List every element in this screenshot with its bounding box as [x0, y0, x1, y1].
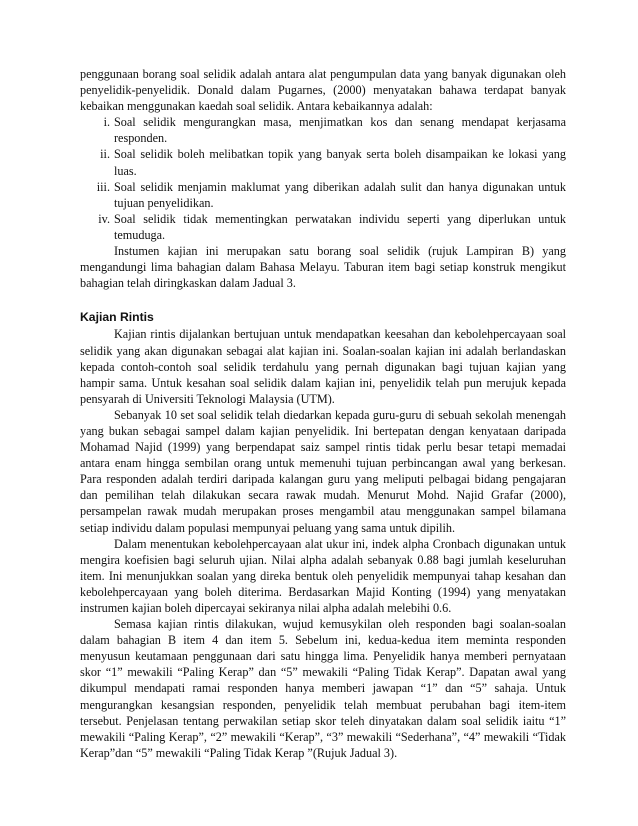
intro-paragraph: penggunaan borang soal selidik adalah antara alat pengumpulan data yang banyak digunakan oleh penyelidik-penyelidik. Donald dalam Pugarnes, (2000) menyatakan bahawa terdapat banyak kebaikan menggunakan kaedah soal selidik. Antara kebaikannya adalah: — [80, 67, 566, 114]
list-item-text: Soal selidik mengurangkan masa, menjimatkan kos dan senang mendapat kerjasama responden. — [114, 115, 566, 146]
list-item-number: iv. — [98, 211, 110, 226]
body-paragraph: Dalam menentukan kebolehpercayaan alat ukur ini, indek alpha Cronbach digunakan untuk mengira koefisien bagi seluruh ujian. Nilai alpha adalah sebanyak 0.88 bagi jumlah keseluruhan item. Ini menunjukkan soalan yang direka bentuk oleh penyelidik mempunyai tahap kesahan dan kebolehpercayaan yang boleh diterima. Berdasarkan Majid Konting (1994) yang menyatakan instrumen kajian boleh dipercayai sekiranya nilai alpha adalah melebihi 0.6. — [80, 536, 566, 615]
body-paragraph: Kajian rintis dijalankan bertujuan untuk mendapatkan keesahan dan kebolehpercayaan soal selidik yang akan digunakan sebagai alat kajian ini. Soalan-soalan kajian ini adalah berlandaskan kepada contoh-contoh soal selidik terdahulu yang pernah digunakan bagi tujuan kajian yang hampir sama. Untuk kesahan soal selidik dalam kajian ini, penyelidik telah pun merujuk kepada pensyarah di Universiti Teknologi Malaysia (UTM). — [80, 327, 566, 406]
list-item — [80, 211, 566, 243]
advantages-list — [80, 114, 566, 243]
list-item — [80, 114, 566, 146]
document-page — [80, 66, 566, 761]
list-item-text: Soal selidik menjamin maklumat yang diberikan adalah sulit dan hanya digunakan untuk tujuan penyelidikan. — [114, 179, 566, 210]
body-paragraph: Semasa kajian rintis dilakukan, wujud kemusykilan oleh responden bagi soalan-soalan dalam bahagian B item 4 dan item 5. Sebelum ini, kedua-kedua item meminta responden menyusun keutamaan penggunaan dari satu hingga lima. Penyelidik hanya memberi pernyataan skor “1” mewakili “Paling Kerap” dan “5” mewakili “Paling Tidak Kerap”. Dapatan awal yang dikumpul mendapati ramai responden hanya memberi jawapan “1” dan “5” sahaja. Untuk mengurangkan kesangsian responden, penyelidik telah membuat perubahan bagi item-item tersebut. Penjelasan tentang perwakilan setiap skor teleh dinyatakan dalam soal selidik iaitu “1” mewakili “Paling Kerap”, “2” mewakili “Kerap”, “3” mewakili “Sederhana”, “4” mewakili “Tidak Kerap”dan “5” mewakili “Paling Tidak Kerap ”(Rujuk Jadual 3). — [80, 617, 566, 760]
list-item — [80, 146, 566, 178]
body-paragraph: Sebanyak 10 set soal selidik telah diedarkan kepada guru-guru di sebuah sekolah menengah yang bukan sebagai sampel dalam kajian penyelidik. Ini bertepatan dengan kenyataan daripada Mohamad Najid (1999) yang berpendapat saiz sampel rintis tidak perlu besar tetapi memadai antara enam hingga sembilan orang untuk memenuhi tujuan perbincangan awal yang berkesan. Para responden adalah terdiri daripada kalangan guru yang meliputi pelbagai bidang pengajaran dan pemilihan telah dilakukan secara rawak mudah. Menurut Mohd. Najid Grafar (2000), persampelan rawak mudah merupakan proses mengambil atau menggunakan sampel bilamana setiap individu dalam populasi mempunyai peluang yang sama untuk dipilih. — [80, 407, 566, 535]
list-item — [80, 179, 566, 211]
list-item-number: i. — [103, 115, 110, 130]
instrument-paragraph: Instumen kajian ini merupakan satu borang soal selidik (rujuk Lampiran B) yang mengandungi lima bahagian dalam Bahasa Melayu. Taburan item bagi setiap konstruk mengikut bahagian telah diringkaskan dalam Jadual 3. — [80, 244, 566, 291]
list-item-text: Soal selidik tidak mementingkan perwatakan individu seperti yang diperlukan untuk temuduga. — [114, 211, 566, 242]
list-item-text: Soal selidik boleh melibatkan topik yang banyak serta boleh disampaikan ke lokasi yang luas. — [114, 147, 566, 178]
section-heading: Kajian Rintis — [80, 310, 154, 325]
list-item-number: iii. — [96, 179, 110, 194]
list-item-number: ii. — [100, 147, 110, 162]
